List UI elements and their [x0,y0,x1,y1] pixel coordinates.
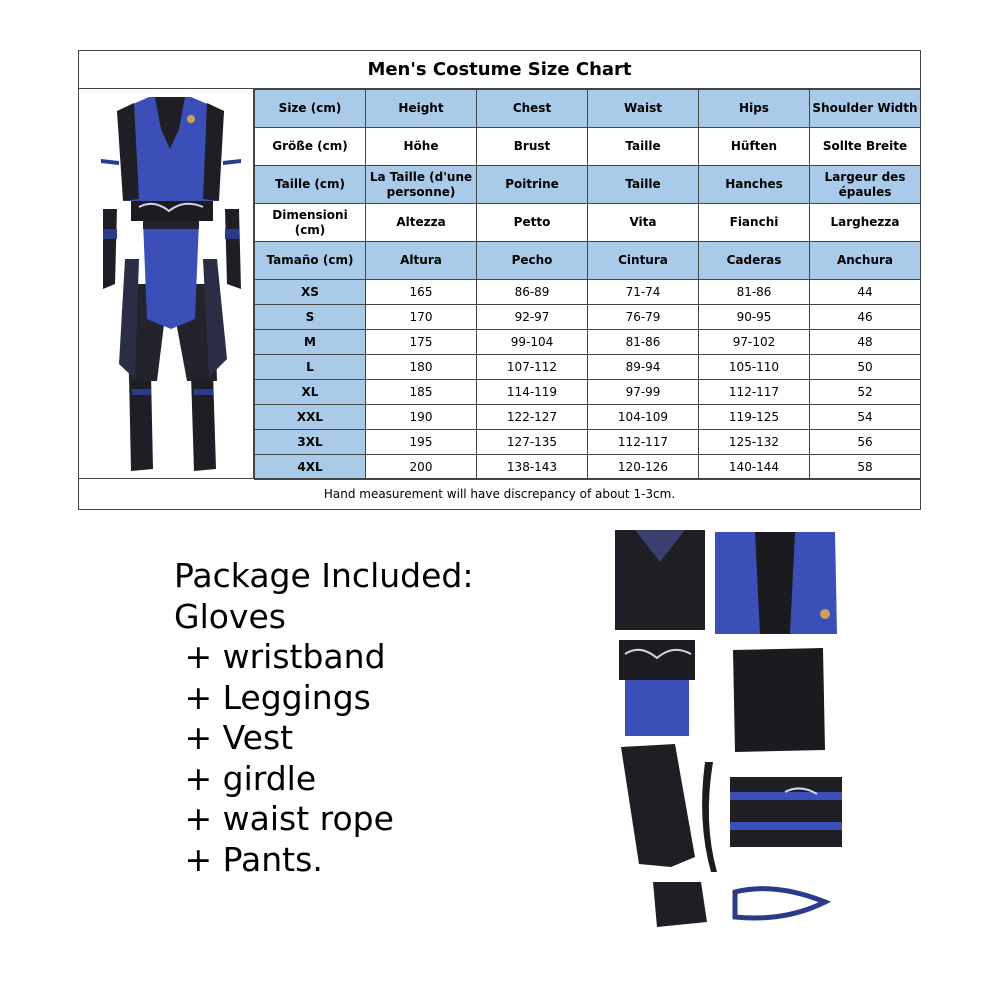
package-item: + waist rope [174,799,394,838]
size-label-cell: XXL [255,405,366,430]
size-label-cell: XS [255,280,366,305]
header-cell: Caderas [699,242,810,280]
measurement-cell: 44 [810,280,921,305]
measurement-cell: 48 [810,330,921,355]
size-label-cell: 4XL [255,455,366,480]
measurement-cell: 76-79 [588,305,699,330]
header-cell: Chest [477,90,588,128]
measurement-cell: 140-144 [699,455,810,480]
size-label-cell: XL [255,380,366,405]
measurement-cell: 125-132 [699,430,810,455]
measurement-cell: 92-97 [477,305,588,330]
measurement-cell: 58 [810,455,921,480]
package-item: + Pants. [174,839,323,879]
chart-title: Men's Costume Size Chart [79,51,920,89]
measurement-cell: 56 [810,430,921,455]
measurement-cell: 120-126 [588,455,699,480]
package-included-list [174,556,473,880]
measurement-cell: 105-110 [699,355,810,380]
package-item: + Vest [174,718,294,757]
header-cell: Larghezza [810,204,921,242]
header-cell: Fianchi [699,204,810,242]
measurement-cell: 119-125 [699,405,810,430]
measurement-cell: 112-117 [699,380,810,405]
size-label-cell: 3XL [255,430,366,455]
header-cell: La Taille (d'une personne) [366,166,477,204]
header-cell: Petto [477,204,588,242]
header-cell: Taille [588,166,699,204]
costume-figure-illustration [79,89,254,478]
header-cell: Altezza [366,204,477,242]
measurement-cell: 90-95 [699,305,810,330]
measurement-cell: 86-89 [477,280,588,305]
header-cell: Vita [588,204,699,242]
header-cell: Dimensioni (cm) [255,204,366,242]
package-item: + girdle [174,758,317,798]
header-cell: Sollte Breite [810,128,921,166]
size-label-cell: S [255,305,366,330]
header-cell: Largeur des épaules [810,166,921,204]
measurement-cell: 195 [366,430,477,455]
header-cell: Anchura [810,242,921,280]
header-cell: Waist [588,90,699,128]
size-row [255,430,921,455]
measurement-cell: 180 [366,355,477,380]
measurement-cell: 89-94 [588,355,699,380]
measurement-cell: 175 [366,330,477,355]
size-row [255,280,921,305]
size-row [255,305,921,330]
size-row [255,380,921,405]
measurement-cell: 170 [366,305,477,330]
package-item: + wristband [174,637,386,676]
header-cell: Hüften [699,128,810,166]
header-cell: Taille [588,128,699,166]
header-cell: Taille (cm) [255,166,366,204]
measurement-cell: 99-104 [477,330,588,355]
size-table [254,89,921,480]
measurement-cell: 97-99 [588,380,699,405]
measurement-cell: 52 [810,380,921,405]
measurement-cell: 46 [810,305,921,330]
header-cell: Shoulder Width [810,90,921,128]
size-row [255,330,921,355]
size-label-cell: M [255,330,366,355]
measurement-cell: 122-127 [477,405,588,430]
costume-parts-illustration [605,522,855,942]
size-label-cell: L [255,355,366,380]
header-cell: Pecho [477,242,588,280]
header-cell: Brust [477,128,588,166]
size-row [255,455,921,480]
measurement-cell: 112-117 [588,430,699,455]
measurement-cell: 114-119 [477,380,588,405]
measurement-note: Hand measurement will have discrepancy of about 1-3cm. [79,478,920,509]
size-chart [78,50,921,510]
measurement-cell: 165 [366,280,477,305]
header-cell: Poitrine [477,166,588,204]
measurement-cell: 138-143 [477,455,588,480]
costume-parts-photo [605,522,855,942]
measurement-cell: 81-86 [588,330,699,355]
header-cell: Höhe [366,128,477,166]
measurement-cell: 200 [366,455,477,480]
package-item: + Leggings [174,677,371,717]
header-row [255,166,921,204]
costume-figure-cell [79,89,254,478]
measurement-cell: 185 [366,380,477,405]
header-cell: Tamaño (cm) [255,242,366,280]
header-row [255,90,921,128]
measurement-cell: 71-74 [588,280,699,305]
header-row [255,128,921,166]
measurement-cell: 190 [366,405,477,430]
size-row [255,355,921,380]
package-heading: Package Included: [174,556,474,595]
header-cell: Hips [699,90,810,128]
header-cell: Größe (cm) [255,128,366,166]
header-cell: Size (cm) [255,90,366,128]
header-row [255,242,921,280]
size-row [255,405,921,430]
header-cell: Hanches [699,166,810,204]
measurement-cell: 50 [810,355,921,380]
package-item: Gloves [174,596,286,636]
measurement-cell: 127-135 [477,430,588,455]
header-cell: Height [366,90,477,128]
measurement-cell: 97-102 [699,330,810,355]
header-row [255,204,921,242]
measurement-cell: 81-86 [699,280,810,305]
header-cell: Cintura [588,242,699,280]
measurement-cell: 104-109 [588,405,699,430]
measurement-cell: 107-112 [477,355,588,380]
measurement-cell: 54 [810,405,921,430]
header-cell: Altura [366,242,477,280]
